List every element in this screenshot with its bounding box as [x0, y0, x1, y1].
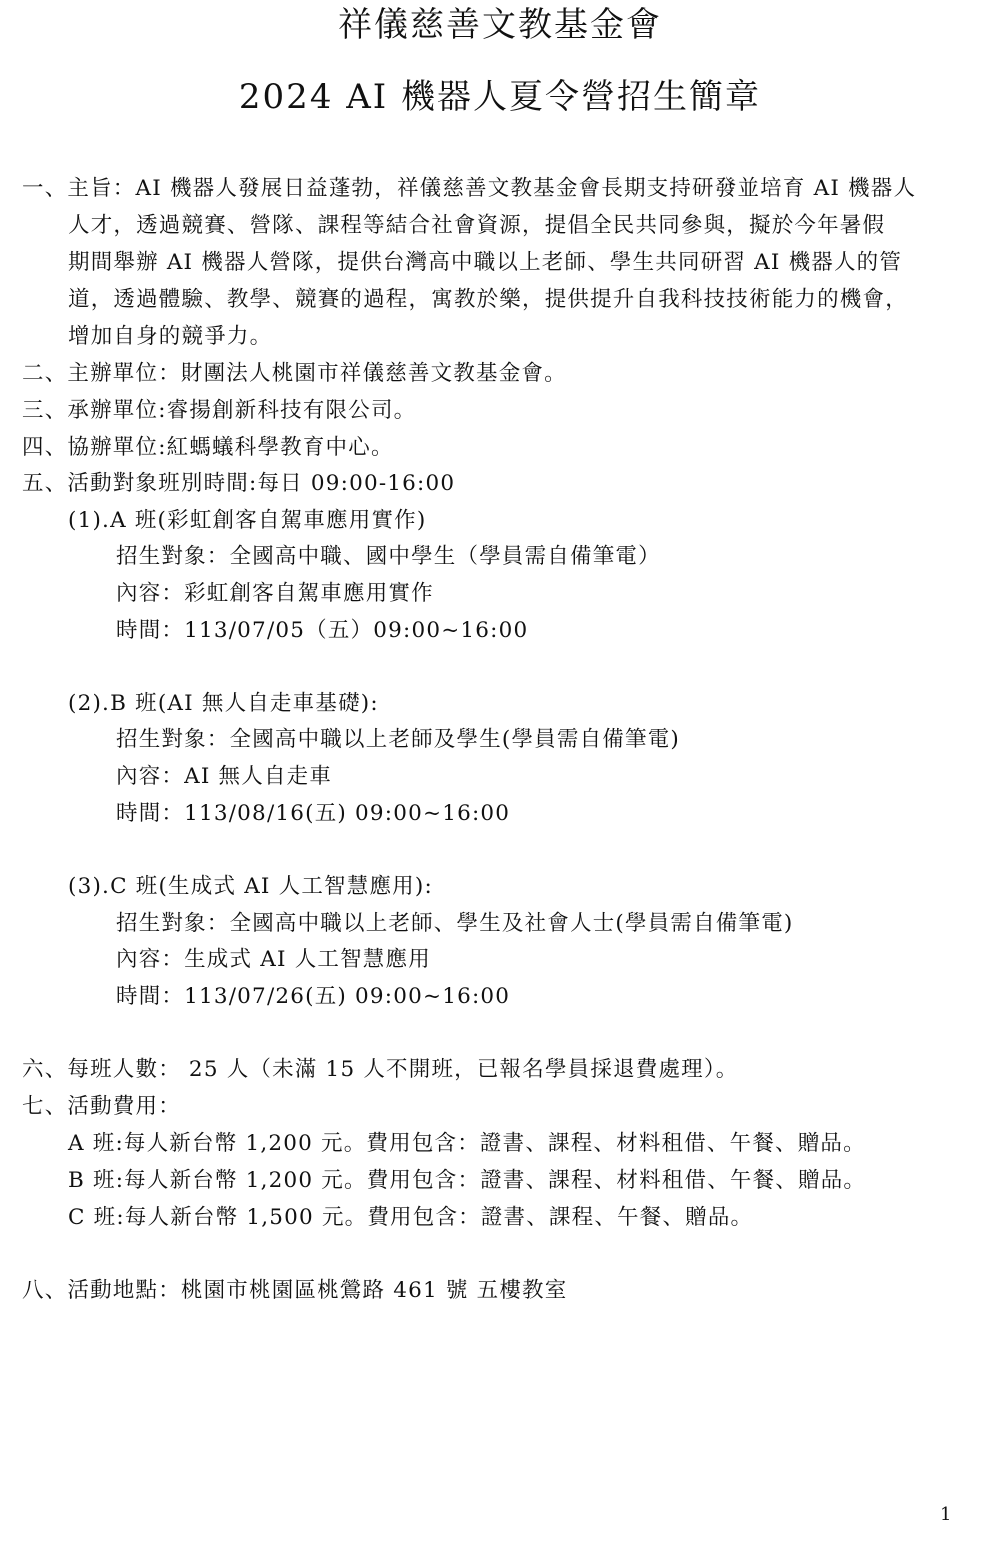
class-b-time: 時間：113/08/16(五) 09:00~16:00 — [116, 801, 511, 826]
schedule-heading: 五、活動對象班別時間:每日 09:00-16:00 — [22, 471, 456, 496]
document-title: 2024 AI 機器人夏令營招生簡章 — [238, 77, 762, 117]
org-title: 祥儀慈善文教基金會 — [338, 5, 662, 45]
class-a-content: 內容：彩虹創客自駕車應用實作 — [116, 581, 434, 606]
purpose-line-1: 一、主旨：AI 機器人發展日益蓬勃，祥儀慈善文教基金會長期支持研發並培育 AI 機器人 — [22, 176, 917, 201]
co-organizer: 四、協辦單位:紅螞蟻科學教育中心。 — [22, 435, 394, 460]
class-b-title: (2).B 班(AI 無人自走車基礎): — [68, 691, 379, 716]
class-a-title: (1).A 班(彩虹創客自駕車應用實作) — [68, 508, 427, 533]
class-c-content: 內容：生成式 AI 人工智慧應用 — [116, 947, 431, 972]
page-number: 1 — [940, 1504, 952, 1525]
class-c-time: 時間：113/07/26(五) 09:00~16:00 — [116, 984, 511, 1009]
organizer: 二、主辦單位：財團法人桃園市祥儀慈善文教基金會。 — [22, 361, 567, 386]
fee-class-c: C 班:每人新台幣 1,500 元。費用包含：證書、課程、午餐、贈品。 — [68, 1205, 754, 1230]
class-b-content: 內容：AI 無人自走車 — [116, 764, 333, 789]
fee-class-a: A 班:每人新台幣 1,200 元。費用包含：證書、課程、材料租借、午餐、贈品。 — [68, 1131, 866, 1156]
class-c-target: 招生對象：全國高中職以上老師、學生及社會人士(學員需自備筆電) — [116, 911, 794, 936]
purpose-line-5: 增加自身的競爭力。 — [68, 324, 273, 349]
location: 八、活動地點：桃園市桃園區桃鶯路 461 號 五樓教室 — [22, 1278, 568, 1303]
class-c-title: (3).C 班(生成式 AI 人工智慧應用): — [68, 874, 433, 899]
class-a-target: 招生對象：全國高中職、國中學生（學員需自備筆電） — [116, 544, 661, 569]
class-size: 六、每班人數： 25 人（未滿 15 人不開班，已報名學員採退費處理）。 — [22, 1057, 739, 1082]
class-a-time: 時間：113/07/05（五）09:00~16:00 — [116, 618, 529, 643]
class-b-target: 招生對象：全國高中職以上老師及學生(學員需自備筆電) — [116, 727, 680, 752]
purpose-line-3: 期間舉辦 AI 機器人營隊，提供台灣高中職以上老師、學生共同研習 AI 機器人的管 — [68, 250, 903, 275]
fee-class-b: B 班:每人新台幣 1,200 元。費用包含：證書、課程、材料租借、午餐、贈品。 — [68, 1168, 867, 1193]
purpose-line-2: 人才，透過競賽、營隊、課程等結合社會資源，提倡全民共同參與，擬於今年暑假 — [68, 213, 886, 238]
purpose-line-4: 道，透過體驗、教學、競賽的過程，寓教於樂，提供提升自我科技技術能力的機會， — [68, 287, 908, 312]
fees-heading: 七、活動費用： — [22, 1094, 181, 1119]
contractor: 三、承辦單位:睿揚創新科技有限公司。 — [22, 398, 417, 423]
